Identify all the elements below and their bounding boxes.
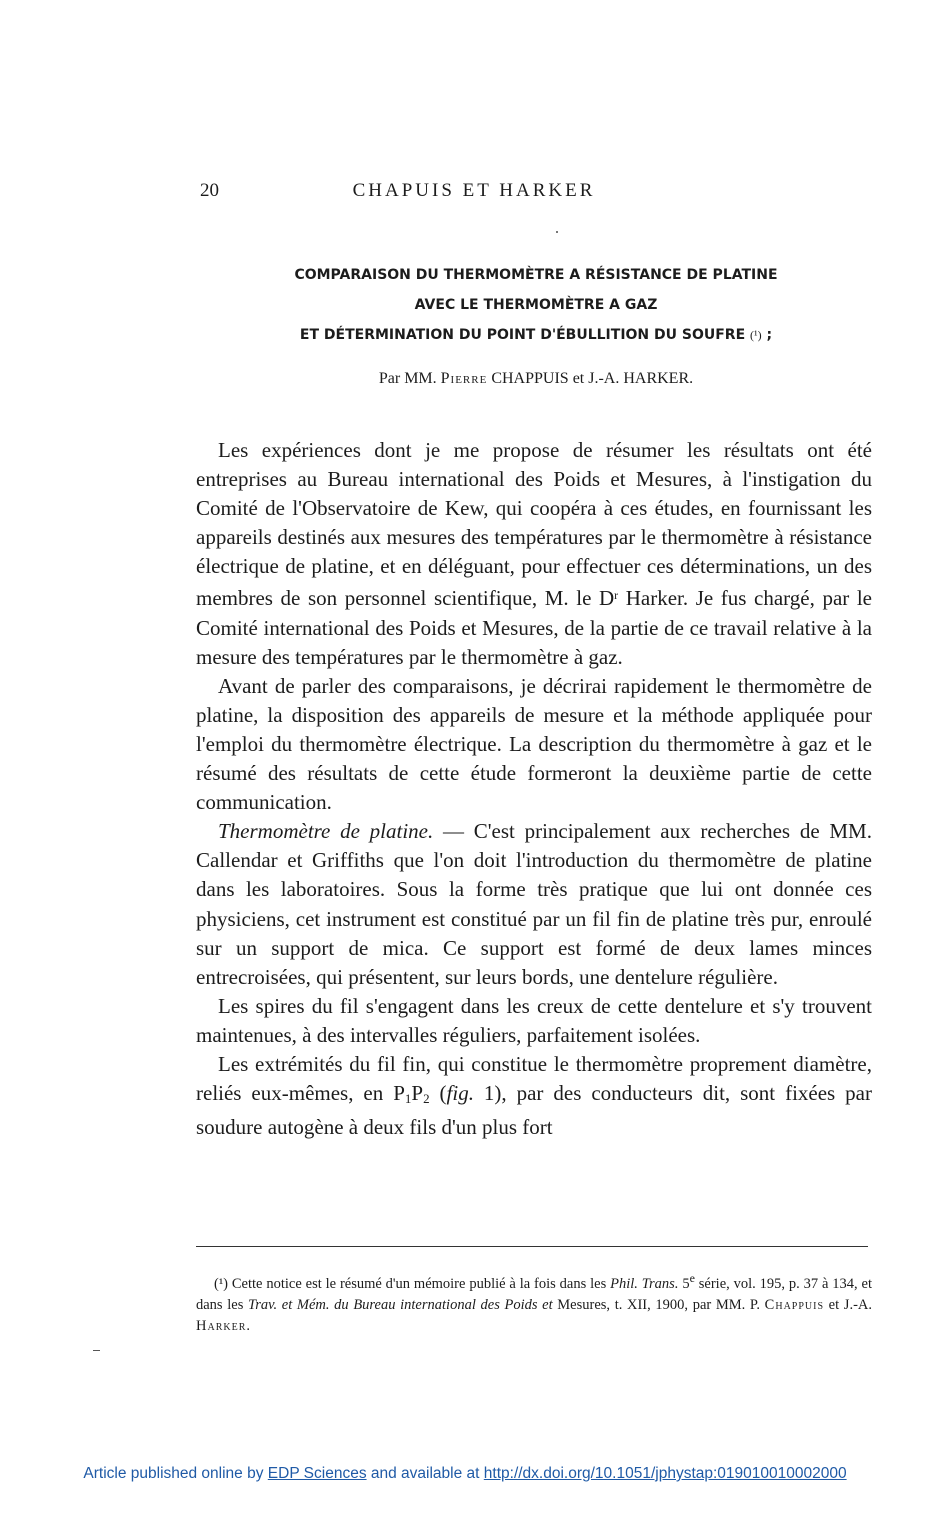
footnote-author-1: Chappuis [764,1297,825,1313]
article-title [200,260,872,350]
banner-middle: and available at [366,1465,484,1482]
subscript-2: 2 [423,1091,430,1107]
title-line-1: COMPARAISON DU THERMOMÈTRE A RÉSISTANCE DE PLATINE [294,267,778,283]
paragraph-1-text: Les expériences dont je me propose de résumer les résultats ont été entreprises au Bureau international des Poids et Mesures, à l'instigation du Comité de l'Observatoire de Kew, qui coopéra à ces études, en fournissant les appareils destinés aux mesures des températures par le thermomètre à résistance électrique de platine, et en déléguant, pour effectuer ces déterminations, un des membres de son personnel scientifique, M. le D [196,438,872,611]
publisher-link[interactable]: EDP Sciences [267,1465,367,1482]
footnote-text-1: Cette notice est le résumé d'un mémoire publié à la fois dans les [228,1276,611,1292]
footnote-text-3: série, vol. 195, p. 37 à 134, et dans les [196,1276,873,1313]
paragraph-1-end: Harker. Je fus chargé, par le Comité international des Poids et Mesures, de la partie de ce travail relative à la mesure des températures par le thermomètre à gaz. [196,586,872,669]
title-line-2: AVEC LE THERMOMÈTRE A GAZ [414,297,658,313]
footnote-author-2: Harker [196,1318,247,1334]
footnote-text-4: Mesures, t. XII, 1900, par MM. P. [552,1297,765,1313]
section-heading-platinum-thermometer: Thermomètre de platine. [218,819,434,844]
paragraph-5-text-a: Les extrémités du fil fin, qui constitue le thermomètre proprement diamètre, reliés eux-mêmes, en P [196,1051,872,1106]
banner-prefix: Article published online by [83,1465,268,1482]
paragraph-1 [196,436,872,672]
doi-link[interactable]: http://dx.doi.org/10.1051/jphystap:019010010002000 [483,1465,847,1482]
title-line-3 [200,320,872,350]
publisher-banner [0,1465,930,1483]
footnote-journal-1: Phil. Trans. [610,1276,679,1292]
authors-conjunction: et [572,370,585,387]
paragraph-3 [196,817,872,992]
article-body [196,436,872,1142]
paragraph-5-text-b: P [411,1081,424,1106]
subscript-1: 1 [404,1091,412,1107]
footnote-text-2: 5 [678,1276,690,1292]
authors-line [200,370,872,388]
author-second: J.-A. HARKER. [588,370,694,387]
paragraph-5 [196,1050,872,1142]
footnote-marker: (¹) [214,1276,229,1292]
footnote [196,1268,872,1337]
paragraph-1-superscript: r [614,588,619,603]
margin-mark [93,1350,100,1351]
title-line-3-text: ET DÉTERMINATION DU POINT D'ÉBULLITION DU SOUFRE [299,327,746,343]
title-line-3-end: ; [766,327,773,343]
paragraph-5-text-c: ( [429,1081,447,1106]
footnote-rule [196,1246,868,1247]
footnote-reference: (¹) [750,328,762,342]
page-number: 20 [200,180,219,201]
paragraph-4: Les spires du fil s'engagent dans les creux de cette dentelure et s'y trouvent maintenues, à des intervalles réguliers, parfaitement isolées. [196,993,872,1047]
running-head: CHAPUIS ET HARKER [352,180,596,201]
footnote-text-6: . [246,1318,250,1334]
paragraph-2: Avant de parler des comparaisons, je décrirai rapidement le thermomètre de platine, la disposition des appareils de mesure et la méthode appliquée pour l'emploi du thermomètre électrique. La description du thermomètre à gaz et le résumé des résultats de cette étude formeront la deuxième partie de cette communication. [196,673,872,815]
footnote-superscript: e [689,1271,695,1285]
footnote-text-5: et J.-A. [824,1297,872,1313]
figure-reference: fig. [446,1081,474,1106]
print-speck [556,231,558,233]
paragraph-3-text: — C'est principalement aux recherches de MM. Callendar et Griffiths que l'on doit l'introduction du thermomètre de platine dans les laboratoires. Sous la forme très pratique que lui ont donnée ces physiciens, cet instrument est constitué par un fil fin de platine très pur, enroulé sur un support de mica. Ce support est formé de deux lames minces entrecroisées, qui présentent, sur leurs bords, une dentelure régulière. [196,819,872,989]
paragraph-5-text-d: 1), par des conducteurs dit, sont fixées par soudure autogène à deux fils d'un plus fort [196,1081,872,1140]
author-first-family: CHAPPUIS [491,370,569,387]
footnote-journal-2: Trav. et Mém. du Bureau international des Poids et [248,1297,553,1313]
author-first-given: Pierre [440,370,488,387]
authors-prefix: Par MM. [378,370,437,387]
